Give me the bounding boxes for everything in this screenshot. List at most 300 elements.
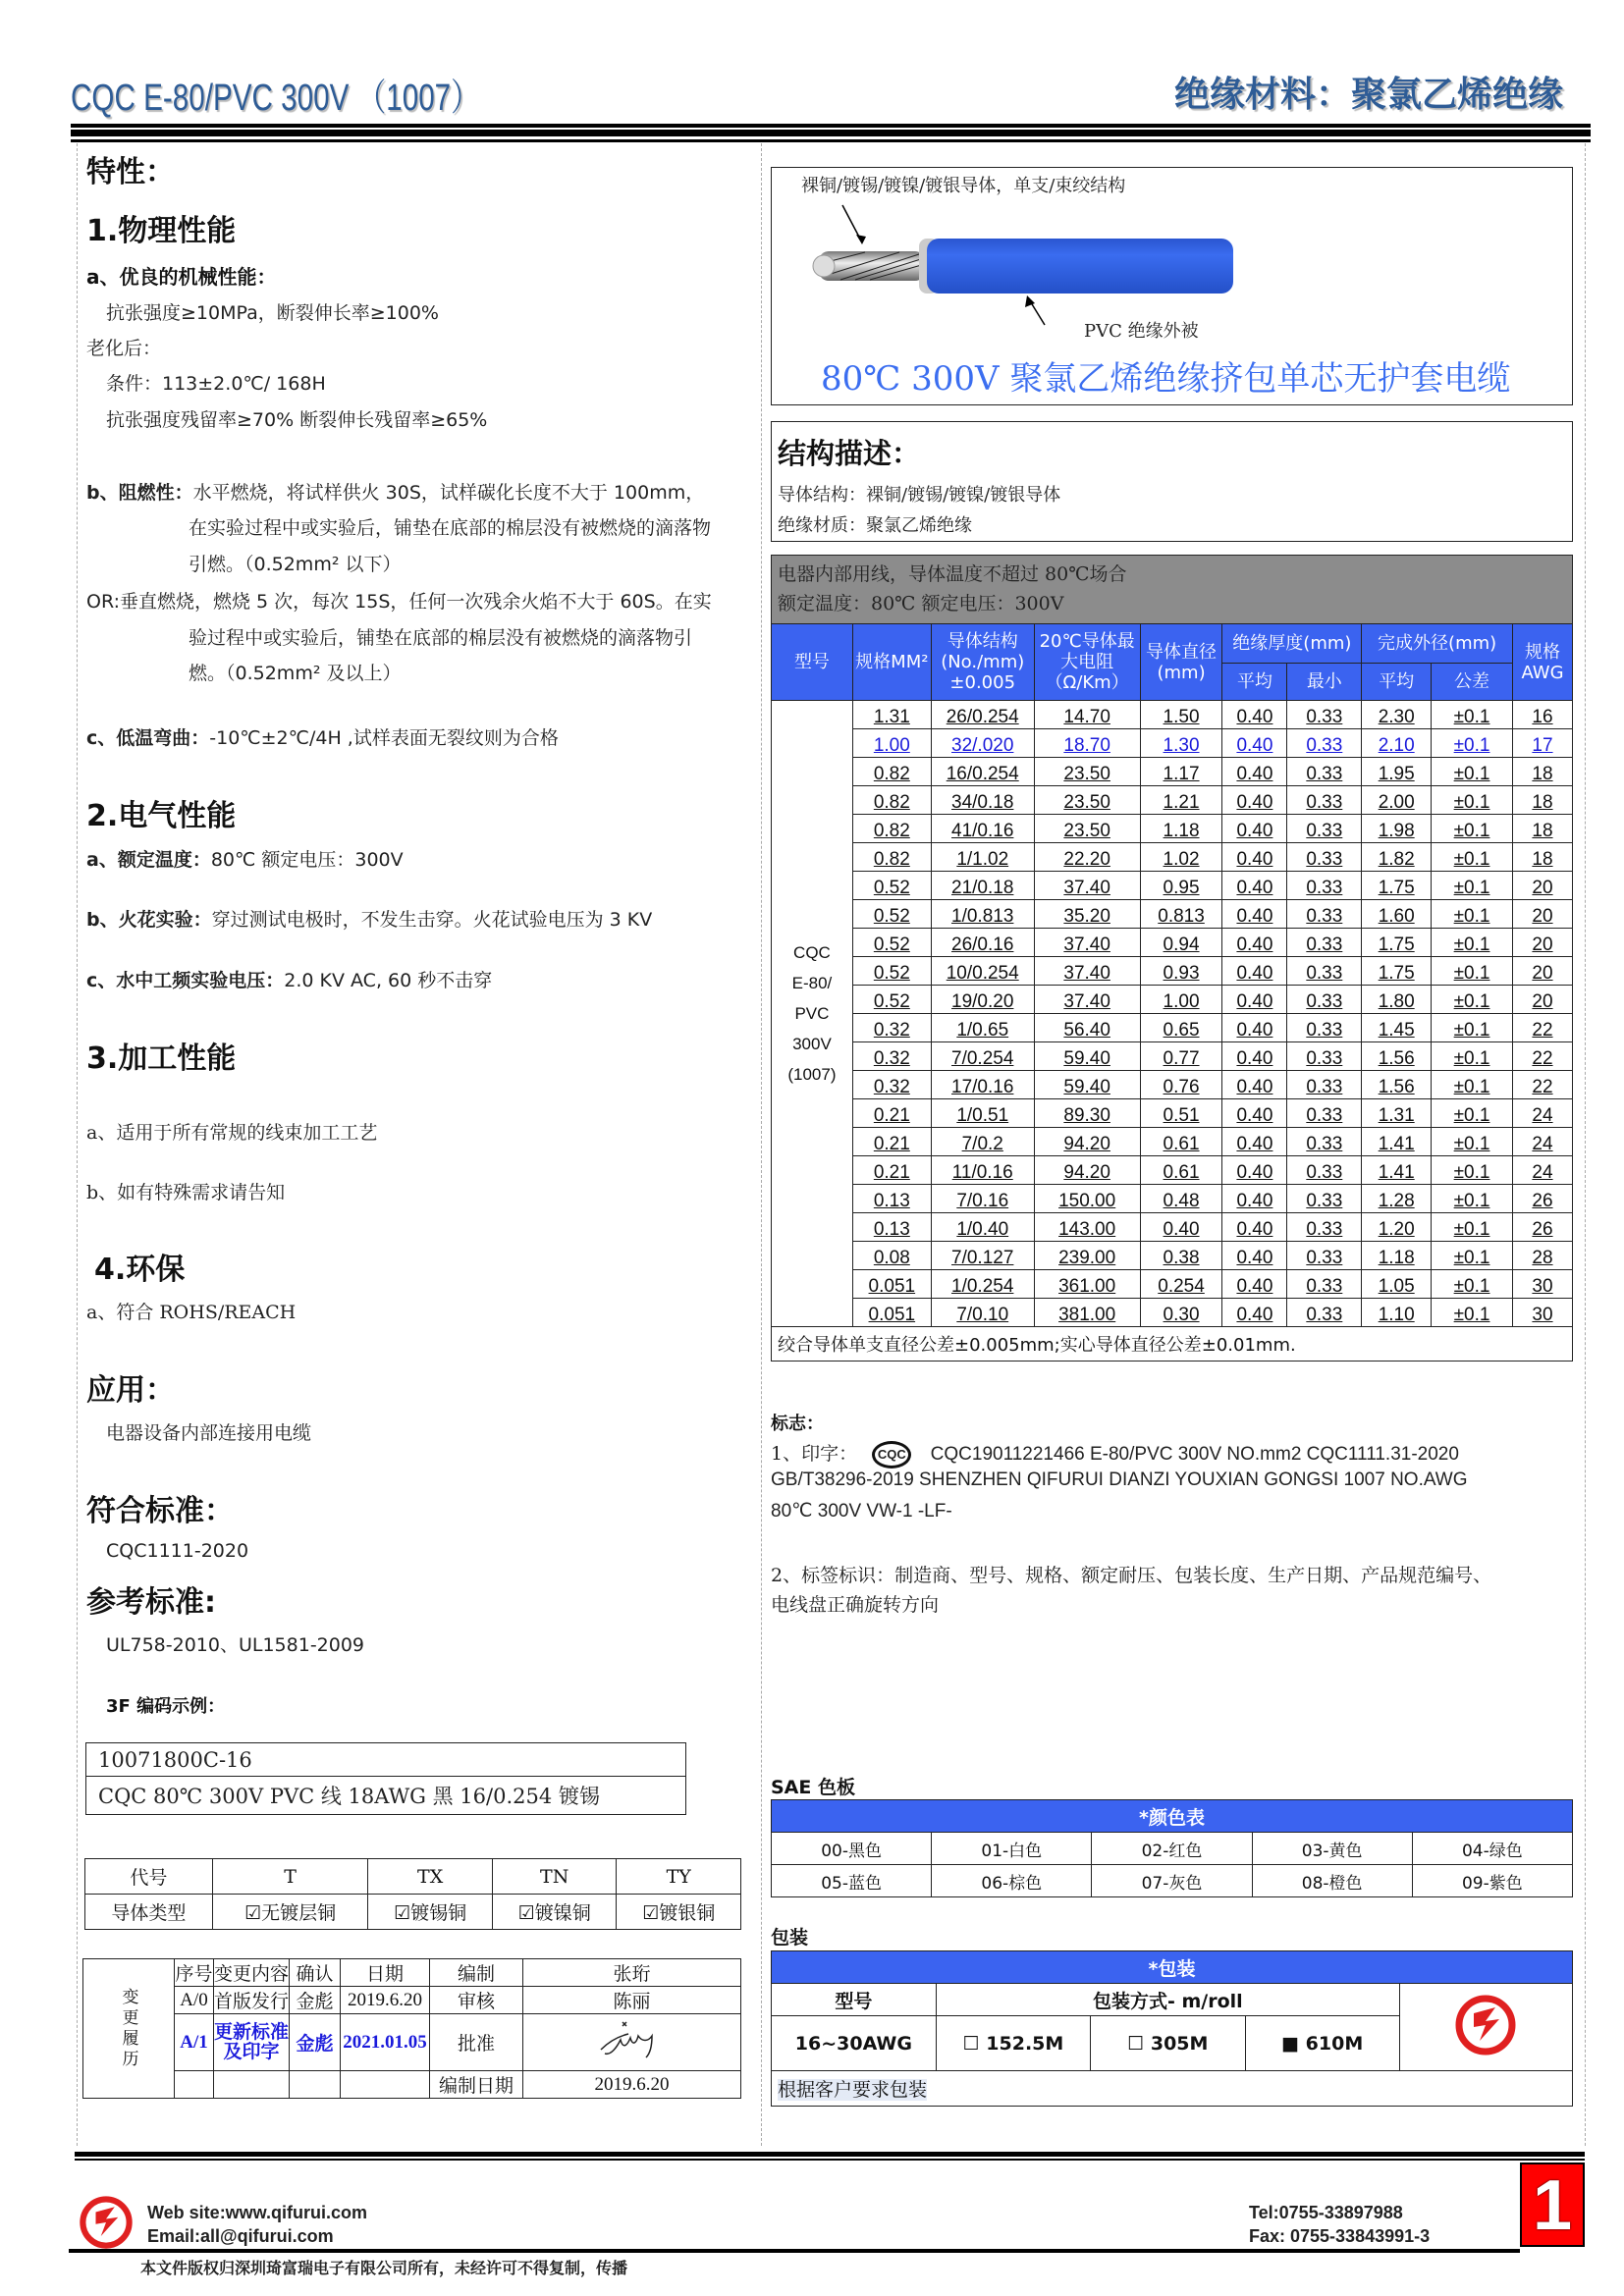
col-ins-min: 最小 [1287, 664, 1362, 701]
table-cell: ±0.1 [1432, 729, 1513, 758]
table-cell: 0.33 [1287, 786, 1362, 815]
table-cell: 0.61 [1140, 1128, 1222, 1156]
unchecked-box-icon[interactable]: ☐ [962, 2032, 987, 2055]
color-code: 08-橙色 [1252, 1865, 1412, 1897]
table-cell: 1.75 [1362, 929, 1432, 957]
table-row [772, 843, 1573, 872]
doc-title: CQC E-80/PVC 300V （1007） [71, 78, 480, 119]
table-cell: 0.33 [1287, 1299, 1362, 1327]
label-marking-text: 电线盘正确旋转方向 [771, 1594, 940, 1616]
spark-label: b、火花实验： [86, 909, 212, 931]
table-cell: 1.60 [1362, 900, 1432, 929]
table-cell: 0.33 [1287, 957, 1362, 986]
table-cell: 0.33 [1287, 1042, 1362, 1071]
table-cell: ±0.1 [1432, 1014, 1513, 1042]
table-cell: 0.33 [1287, 1156, 1362, 1185]
brand-logo-icon [1454, 1994, 1517, 2056]
website-link[interactable]: Web site:www.qifurui.com [147, 2203, 368, 2222]
table-cell: 0.52 [852, 872, 931, 900]
packaging-table [771, 1950, 1573, 2107]
table-cell: 56.40 [1034, 1014, 1140, 1042]
fax-number: Fax: 0755-33843991-3 [1249, 2226, 1431, 2246]
color-code: 09-紫色 [1412, 1865, 1572, 1897]
table-row [772, 1185, 1573, 1213]
table-cell: 1.00 [1140, 986, 1222, 1014]
cable-diagram [771, 167, 1573, 405]
footer-bottom-rule [69, 2249, 1520, 2253]
col-model: 型号 [772, 624, 853, 701]
header-rule [71, 124, 1591, 128]
rev-cell: 批准 [430, 2014, 523, 2071]
col-size: 规格MM² [852, 624, 931, 701]
table-cell: 0.21 [852, 1128, 931, 1156]
aging-condition: 条件：113±2.0℃/ 168H [106, 373, 326, 395]
table-cell: 11/0.16 [931, 1156, 1034, 1185]
flame-text: 水平燃烧，将试样供火 30S，试样碳化长度不大于 100mm， [192, 482, 705, 504]
model-cell: CQC E-80/ PVC 300V (1007) [772, 701, 853, 1327]
table-row [772, 1270, 1573, 1299]
structure-heading: 结构描述： [778, 437, 921, 470]
spark-text: 穿过测试电极时，不发生击穿。火花试验电压为 3 KV [211, 909, 653, 931]
flame-text: 引燃。（0.52mm² 以下） [189, 554, 402, 575]
table-row [772, 1299, 1573, 1327]
color-code: 06-棕色 [932, 1865, 1092, 1897]
rev-cell: A/1 [175, 2014, 214, 2071]
table-cell: 21/0.18 [931, 872, 1034, 900]
table-row [772, 729, 1573, 758]
aging-retention: 抗张强度残留率≥70% 断裂伸长残留率≥65% [106, 409, 488, 431]
table-cell: 1.75 [1362, 957, 1432, 986]
table-cell: 10/0.254 [931, 957, 1034, 986]
table-cell: 22 [1512, 1014, 1572, 1042]
pack-option-label: 152.5M [986, 2032, 1064, 2055]
table-cell: 1.41 [1362, 1128, 1432, 1156]
table-cell: 1.21 [1140, 786, 1222, 815]
col-od-tol: 公差 [1432, 664, 1513, 701]
color-code: 07-灰色 [1092, 1865, 1252, 1897]
conductor-type-option[interactable] [617, 1895, 741, 1930]
table-cell: 0.33 [1287, 1242, 1362, 1270]
table-cell: ±0.1 [1432, 1099, 1513, 1128]
table-cell: 0.33 [1287, 1270, 1362, 1299]
table-cell: 0.33 [1287, 986, 1362, 1014]
table-cell: 0.32 [852, 1071, 931, 1099]
table-cell: 0.82 [852, 758, 931, 786]
table-cell: ±0.1 [1432, 758, 1513, 786]
table-cell: 0.21 [852, 1156, 931, 1185]
marking-text: CQC19011221466 E-80/PVC 300V NO.mm2 CQC1111.31-2020 [930, 1444, 1459, 1465]
table-row [772, 957, 1573, 986]
rev-cell: 金彪 [290, 1987, 341, 2014]
conductor-structure: 导体结构：裸铜/镀锡/镀镍/镀银导体 [778, 485, 1061, 506]
processing-heading: 3.加工性能 [86, 1041, 237, 1076]
conductor-type-option[interactable] [212, 1895, 368, 1930]
color-code: 01-白色 [932, 1833, 1092, 1865]
table-cell: 26/0.254 [931, 701, 1034, 729]
checked-checkbox-icon[interactable]: ☑ [517, 1902, 535, 1924]
code-row-label: 导体类型 [85, 1895, 213, 1930]
table-cell: 0.33 [1287, 1185, 1362, 1213]
table-cell: 0.40 [1222, 900, 1287, 929]
table-cell: 0.95 [1140, 872, 1222, 900]
code-value-row [85, 1895, 741, 1930]
table-cell: 0.33 [1287, 729, 1362, 758]
table-cell: 1.41 [1362, 1156, 1432, 1185]
code-example-heading: 3F 编码示例： [106, 1696, 226, 1717]
table-cell: 34/0.18 [931, 786, 1034, 815]
insulation-label: PVC 绝缘外被 [1084, 321, 1199, 342]
table-cell: 0.254 [1140, 1270, 1222, 1299]
table-cell: 37.40 [1034, 872, 1140, 900]
table-cell: 23.50 [1034, 786, 1140, 815]
marking-prefix: 1、印字： [771, 1443, 858, 1465]
table-cell: 0.33 [1287, 843, 1362, 872]
table-row [772, 1156, 1573, 1185]
pack-method-label: 包装方式- m/roll [936, 1984, 1399, 2016]
table-cell: 0.40 [1222, 1213, 1287, 1242]
col-ins-avg: 平均 [1222, 664, 1287, 701]
copyright-notice: 本文件版权归深圳琦富瑞电子有限公司所有，未经许可不得复制，传播 [140, 2259, 628, 2277]
table-cell: 1.30 [1140, 729, 1222, 758]
table-cell: 361.00 [1034, 1270, 1140, 1299]
table-cell: ±0.1 [1432, 900, 1513, 929]
table-cell: ±0.1 [1432, 1270, 1513, 1299]
rev-cell: 2019.6.20 [523, 2071, 741, 2099]
table-cell: ±0.1 [1432, 1299, 1513, 1327]
column-divider [1585, 143, 1586, 2146]
mechanical-heading: a、优良的机械性能： [86, 265, 277, 289]
table-cell: 1/1.02 [931, 843, 1034, 872]
brand-logo [1399, 1984, 1572, 2071]
reference-heading: 参考标准: [86, 1585, 216, 1620]
table-cell: 0.32 [852, 1042, 931, 1071]
table-cell: ±0.1 [1432, 957, 1513, 986]
conductor-label: 裸铜/镀锡/镀镍/镀银导体，单支/束绞结构 [801, 176, 1126, 196]
table-cell: 7/0.2 [931, 1128, 1034, 1156]
table-cell: ±0.1 [1432, 1128, 1513, 1156]
table-cell: 20 [1512, 929, 1572, 957]
pack-option[interactable] [1091, 2016, 1245, 2071]
table-cell: 18 [1512, 758, 1572, 786]
code-header: 代号 [85, 1859, 213, 1895]
table-cell: 1.31 [1362, 1099, 1432, 1128]
table-row [772, 701, 1573, 729]
table-cell: 0.13 [852, 1185, 931, 1213]
rev-header: 序号 [175, 1959, 214, 1987]
table-cell: 28 [1512, 1242, 1572, 1270]
rev-header: 编制 [430, 1959, 523, 1987]
table-cell: 7/0.127 [931, 1242, 1034, 1270]
table-cell: 1.10 [1362, 1299, 1432, 1327]
table-cell: 0.40 [1222, 786, 1287, 815]
rev-cell: 2019.6.20 [341, 1987, 430, 2014]
col-structure: 导体结构(No./mm)±0.005 [931, 624, 1034, 701]
table-cell: 1.18 [1140, 815, 1222, 843]
table-cell: 1/0.51 [931, 1099, 1034, 1128]
conductor-type-option[interactable] [368, 1895, 493, 1930]
color-row [772, 1833, 1573, 1865]
label-marking-text: 2、标签标识：制造商、型号、规格、额定耐压、包装长度、生产日期、产品规范编号、 [771, 1565, 1492, 1586]
revision-history-table [82, 1958, 741, 2099]
table-cell: 0.33 [1287, 1128, 1362, 1156]
table-cell: 1/0.40 [931, 1213, 1034, 1242]
table-cell: 0.40 [1222, 1042, 1287, 1071]
standard-text: CQC1111-2020 [106, 1540, 249, 1562]
rev-cell: 金彪 [290, 2014, 341, 2071]
table-cell: 0.51 [1140, 1099, 1222, 1128]
page-number: 1 [1520, 2163, 1585, 2247]
col-insulation: 绝缘厚度(mm) [1222, 624, 1362, 664]
sae-color-heading: SAE 色板 [771, 1777, 855, 1798]
table-cell: 2.10 [1362, 729, 1432, 758]
rev-cell: 首版发行 [214, 1987, 290, 2014]
standard-heading: 符合标准： [86, 1494, 234, 1528]
table-cell: 0.33 [1287, 758, 1362, 786]
table-row [772, 1128, 1573, 1156]
table-row [772, 1099, 1573, 1128]
pack-option[interactable] [1245, 2016, 1399, 2071]
table-cell: 1.17 [1140, 758, 1222, 786]
checked-checkbox-icon[interactable]: ☑ [642, 1902, 660, 1924]
table-cell: 0.40 [1222, 1242, 1287, 1270]
spec-footnote: 绞合导体单支直径公差±0.005mm;实心导体直径公差±0.01mm. [772, 1327, 1573, 1362]
table-cell: 1.45 [1362, 1014, 1432, 1042]
table-cell: ±0.1 [1432, 1156, 1513, 1185]
code-example-description: CQC 80℃ 300V PVC 线 18AWG 黑 16/0.254 镀锡 [86, 1777, 686, 1815]
table-cell: 0.40 [1222, 758, 1287, 786]
table-cell: 89.30 [1034, 1099, 1140, 1128]
table-cell: 1/0.254 [931, 1270, 1034, 1299]
table-cell: 0.82 [852, 815, 931, 843]
checked-checkbox-icon[interactable]: ☑ [244, 1902, 262, 1924]
table-cell: 1/0.813 [931, 900, 1034, 929]
table-cell: 0.40 [1222, 872, 1287, 900]
table-cell: 2.30 [1362, 701, 1432, 729]
table-cell: 16/0.254 [931, 758, 1034, 786]
table-row [772, 1014, 1573, 1042]
tensile-text: 抗张强度≥10MPa，断裂伸长率≥100% [106, 302, 439, 324]
table-cell: 0.52 [852, 929, 931, 957]
table-cell: 1.28 [1362, 1185, 1432, 1213]
table-cell: 239.00 [1034, 1242, 1140, 1270]
table-cell: 0.33 [1287, 1099, 1362, 1128]
application-heading: 应用： [86, 1373, 175, 1408]
color-code: 05-蓝色 [772, 1865, 932, 1897]
table-cell: 1.00 [852, 729, 931, 758]
table-cell: 0.08 [852, 1242, 931, 1270]
table-cell: 26 [1512, 1185, 1572, 1213]
table-row [772, 758, 1573, 786]
reference-text: UL758-2010、UL1581-2009 [106, 1634, 365, 1656]
processing-text: b、如有特殊需求请告知 [86, 1182, 286, 1203]
table-cell: 0.30 [1140, 1299, 1222, 1327]
table-cell: ±0.1 [1432, 786, 1513, 815]
vertical-flame-text: 燃。（0.52mm² 及以上） [189, 663, 402, 684]
spec-table [771, 623, 1573, 1362]
cold-bend-label: c、低温弯曲： [86, 727, 210, 749]
table-cell: 0.48 [1140, 1185, 1222, 1213]
features-heading: 特性： [86, 155, 175, 189]
table-cell: 20 [1512, 986, 1572, 1014]
table-cell: 0.40 [1222, 1099, 1287, 1128]
table-cell: 30 [1512, 1270, 1572, 1299]
cold-bend-text: -10℃±2℃/4H ,试样表面无裂纹则为合格 [209, 727, 559, 749]
table-cell: 0.93 [1140, 957, 1222, 986]
rev-header: 日期 [341, 1959, 430, 1987]
table-cell: 1.98 [1362, 815, 1432, 843]
table-row [772, 815, 1573, 843]
table-cell: 0.40 [1222, 1270, 1287, 1299]
table-cell: ±0.1 [1432, 986, 1513, 1014]
code-header-row [85, 1859, 741, 1895]
table-cell: 0.40 [1222, 957, 1287, 986]
col-outer-diameter: 完成外径(mm) [1362, 624, 1513, 664]
company-logo-icon [79, 2195, 134, 2250]
color-row [772, 1865, 1573, 1897]
checked-box-icon[interactable]: ■ [1281, 2032, 1306, 2055]
table-cell: 0.94 [1140, 929, 1222, 957]
vertical-flame-text: OR:垂直燃烧，燃烧 5 次，每次 15S，任何一次残余火焰不大于 60S。在实 [86, 591, 712, 613]
table-cell: 22.20 [1034, 843, 1140, 872]
table-cell: ±0.1 [1432, 1071, 1513, 1099]
aging-label: 老化后： [86, 338, 162, 359]
table-cell: 0.40 [1222, 1299, 1287, 1327]
color-code: 00-黑色 [772, 1833, 932, 1865]
cable-caption: 80℃ 300V 聚氯乙烯绝缘挤包单芯无护套电缆 [821, 359, 1511, 399]
table-cell: 94.20 [1034, 1128, 1140, 1156]
insulation-material: 绝缘材质：聚氯乙烯绝缘 [778, 515, 972, 536]
col-awg: 规格AWG [1512, 624, 1572, 701]
pack-model-label: 型号 [772, 1984, 937, 2016]
table-cell: 0.52 [852, 986, 931, 1014]
header-rule-thick [71, 130, 1591, 136]
flame-text: 在实验过程中或实验后，铺垫在底部的棉层没有被燃烧的滴落物 [189, 517, 712, 539]
table-cell: 7/0.254 [931, 1042, 1034, 1071]
table-cell: 0.52 [852, 957, 931, 986]
rev-cell: 2021.01.05 [341, 2014, 430, 2071]
table-cell: ±0.1 [1432, 872, 1513, 900]
rev-cell: 编制日期 [430, 2071, 523, 2099]
table-cell: 0.21 [852, 1099, 931, 1128]
table-cell: 0.52 [852, 900, 931, 929]
rev-cell: 更新标准及印字 [214, 2014, 290, 2071]
environment-heading: 4.环保 [94, 1253, 186, 1287]
table-cell: 1.56 [1362, 1071, 1432, 1099]
col-diameter: 导体直径(mm) [1140, 624, 1222, 701]
table-cell: 0.40 [1222, 1185, 1287, 1213]
marking-text: GB/T38296-2019 SHENZHEN QIFURUI DIANZI YOUXIAN GONGSI 1007 NO.AWG [771, 1469, 1468, 1490]
table-cell: ±0.1 [1432, 1242, 1513, 1270]
table-cell: 0.77 [1140, 1042, 1222, 1071]
conductor-type-option[interactable] [492, 1895, 617, 1930]
table-cell: 1.18 [1362, 1242, 1432, 1270]
table-cell: 1.50 [1140, 701, 1222, 729]
pack-option[interactable] [936, 2016, 1090, 2071]
table-cell: 0.33 [1287, 1071, 1362, 1099]
table-cell: 23.50 [1034, 815, 1140, 843]
rated-label: a、额定温度： [86, 849, 211, 871]
table-cell: 0.33 [1287, 929, 1362, 957]
signature-icon [593, 2018, 672, 2061]
water-test-text: 2.0 KV AC, 60 秒不击穿 [284, 970, 493, 991]
table-cell: ±0.1 [1432, 815, 1513, 843]
table-cell: ±0.1 [1432, 1042, 1513, 1071]
table-cell: 0.82 [852, 786, 931, 815]
table-cell: 1/0.65 [931, 1014, 1034, 1042]
table-cell: ±0.1 [1432, 701, 1513, 729]
table-cell: 18 [1512, 786, 1572, 815]
table-cell: 1.75 [1362, 872, 1432, 900]
conductor-type-label: 镀银铜 [659, 1902, 716, 1924]
rated-text: 80℃ 额定电压：300V [210, 849, 404, 871]
pack-note: 根据客户要求包装 [778, 2079, 928, 2101]
table-cell: 18 [1512, 815, 1572, 843]
table-cell: 0.65 [1140, 1014, 1222, 1042]
structure-box [771, 421, 1573, 542]
table-cell: 24 [1512, 1156, 1572, 1185]
table-cell: 0.40 [1140, 1213, 1222, 1242]
table-cell: 1.95 [1362, 758, 1432, 786]
table-cell: 0.051 [852, 1270, 931, 1299]
vertical-flame-text: 验过程中或实验后，铺垫在底部的棉层没有被燃烧的滴落物引 [189, 627, 693, 649]
table-cell: 23.50 [1034, 758, 1140, 786]
email-link[interactable]: Email:all@qifurui.com [147, 2226, 334, 2246]
rev-header: 张珩 [523, 1959, 741, 1987]
rev-header: 确认 [290, 1959, 341, 1987]
table-cell: 381.00 [1034, 1299, 1140, 1327]
color-code: 04-绿色 [1412, 1833, 1572, 1865]
table-cell: 16 [1512, 701, 1572, 729]
conductor-type-label: 镀镍铜 [534, 1902, 591, 1924]
code-example-value: 10071800C-16 [86, 1743, 686, 1777]
table-cell: 0.40 [1222, 986, 1287, 1014]
table-cell: 20 [1512, 872, 1572, 900]
table-row [772, 1213, 1573, 1242]
table-cell: 41/0.16 [931, 815, 1034, 843]
color-code: 03-黄色 [1252, 1833, 1412, 1865]
table-cell: 24 [1512, 1128, 1572, 1156]
unchecked-box-icon[interactable]: ☐ [1127, 2032, 1151, 2055]
insulation-material-title: 绝缘材料：聚氯乙烯绝缘 [1173, 75, 1563, 115]
table-cell: ±0.1 [1432, 843, 1513, 872]
table-cell: 0.33 [1287, 872, 1362, 900]
application-text: 电器设备内部连接用电缆 [106, 1422, 312, 1444]
checked-checkbox-icon[interactable]: ☑ [394, 1902, 411, 1924]
table-cell: 17/0.16 [931, 1071, 1034, 1099]
table-cell: 18 [1512, 843, 1572, 872]
table-cell: ±0.1 [1432, 1185, 1513, 1213]
table-cell: 0.32 [852, 1014, 931, 1042]
footer-rule [75, 2152, 1585, 2157]
phone-number: Tel:0755-33897988 [1249, 2203, 1403, 2222]
table-cell: 0.40 [1222, 701, 1287, 729]
code-header: TY [617, 1859, 741, 1895]
table-cell: ±0.1 [1432, 929, 1513, 957]
table-row [772, 872, 1573, 900]
table-cell: 0.813 [1140, 900, 1222, 929]
col-od-avg: 平均 [1362, 664, 1432, 701]
table-cell: 2.00 [1362, 786, 1432, 815]
conductor-type-label: 无镀层铜 [261, 1902, 337, 1924]
table-cell: 0.38 [1140, 1242, 1222, 1270]
color-code: 02-红色 [1092, 1833, 1252, 1865]
rev-cell: 陈丽 [523, 1987, 741, 2014]
footer-rule [75, 2159, 1585, 2161]
color-table [771, 1799, 1573, 1897]
table-cell: 0.76 [1140, 1071, 1222, 1099]
table-cell: 19/0.20 [931, 986, 1034, 1014]
color-head-row [772, 1800, 1573, 1833]
